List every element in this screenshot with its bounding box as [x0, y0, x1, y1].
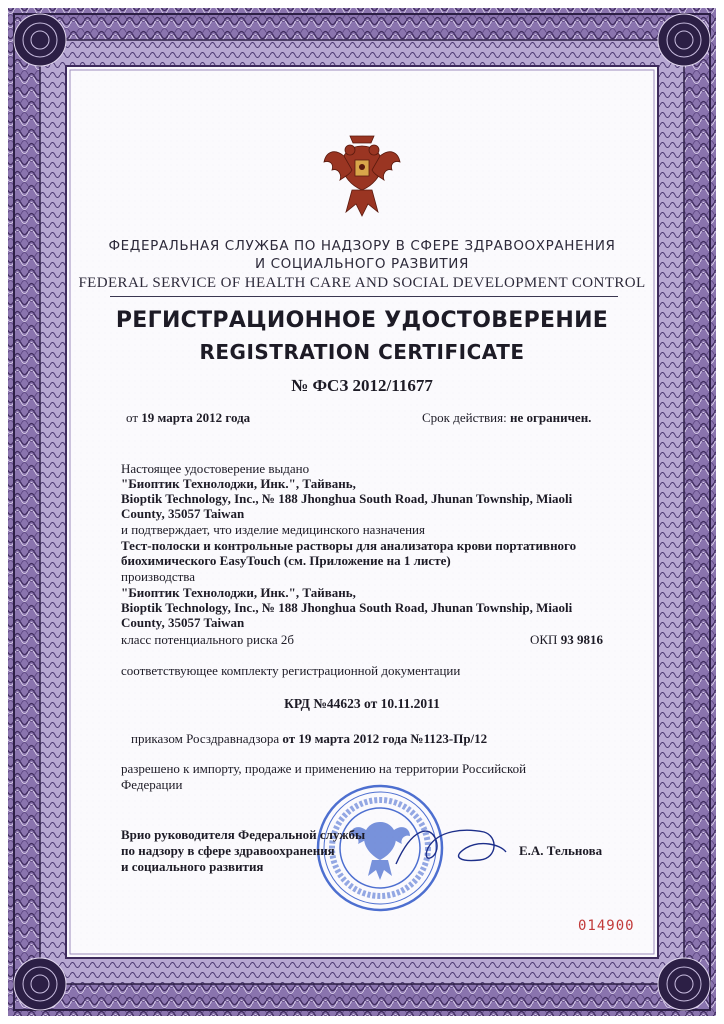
order-value: от 19 марта 2012 года №1123-Пр/12 [282, 731, 488, 746]
manufacturer-label: производства [121, 569, 196, 584]
agency-name-en: FEDERAL SERVICE OF HEALTH CARE AND SOCIAL DEVELOPMENT CONTROL [78, 275, 646, 291]
certificate-title-ru: РЕГИСТРАЦИОННОЕ УДОСТОВЕРЕНИЕ [115, 308, 609, 333]
risk-class-value: 2б [280, 632, 294, 647]
order-label: приказом Росздравнадзора [131, 731, 280, 746]
signatory-title-line2: по надзору в сфере здравоохранения [121, 843, 335, 858]
certificate-number: № ФСЗ 2012/11677 [291, 376, 433, 395]
validity-label: Срок действия: [422, 410, 507, 425]
signatory-title-line1: Врио руководителя Федеральной службы [121, 827, 366, 842]
company-address-line1: Bioptik Technology, Inc., № 188 Jhonghua South Road, Jhunan Township, Miaoli [121, 491, 573, 506]
product-line1: Тест-полоски и контрольные растворы для анализатора крови портативного [121, 538, 577, 553]
validity-value: не ограничен. [509, 410, 592, 425]
okp-code [530, 632, 603, 648]
issue-date [126, 410, 250, 426]
company-name-ru: "Биоптик Технолоджи, Инк.", Тайвань, [121, 476, 356, 491]
agency-name-ru-line2: И СОЦИАЛЬНОГО РАЗВИТИЯ [255, 256, 469, 272]
header-divider [110, 296, 618, 297]
serial-number: 014900 [578, 918, 635, 934]
risk-class-label: класс потенциального риска [121, 632, 278, 647]
manufacturer-address-line1: Bioptik Technology, Inc., № 188 Jhonghua South Road, Jhunan Township, Miaoli [121, 600, 573, 615]
certificate-title-en: REGISTRATION CERTIFICATE [199, 340, 525, 364]
permission-line2: Федерации [121, 777, 183, 792]
signature-mark [390, 818, 510, 882]
order [131, 731, 487, 747]
double-headed-eagle-icon [320, 130, 404, 218]
issue-date-label: от [126, 410, 139, 425]
okp-value: 93 9816 [560, 632, 603, 647]
risk-class [121, 632, 294, 648]
conformity-text: соответствующее комплекту регистрационной документации [121, 663, 461, 678]
manufacturer-address-line2: County, 35057 Taiwan [121, 615, 245, 630]
okp-label: ОКП [530, 632, 558, 647]
krd-number: КРД №44623 от 10.11.2011 [284, 696, 440, 711]
manufacturer-name-ru: "Биоптик Технолоджи, Инк.", Тайвань, [121, 585, 356, 600]
permission-line1: разрешено к импорту, продаже и применению на территории Российской [121, 761, 527, 776]
product-line2: биохимического EasyTouch (см. Приложение на 1 листе) [121, 553, 451, 568]
confirms-text: и подтверждает, что изделие медицинского назначения [121, 522, 425, 537]
signatory-name: Е.А. Тельнова [519, 843, 603, 858]
company-address-line2: County, 35057 Taiwan [121, 506, 245, 521]
issued-to-intro: Настоящее удостоверение выдано [121, 461, 310, 476]
agency-name-ru-line1: ФЕДЕРАЛЬНАЯ СЛУЖБА ПО НАДЗОРУ В СФЕРЕ ЗДРАВООХРАНЕНИЯ [108, 238, 616, 254]
issue-date-value: 19 марта 2012 года [141, 410, 251, 425]
validity [422, 410, 591, 426]
signatory-title-line3: и социального развития [121, 859, 264, 874]
